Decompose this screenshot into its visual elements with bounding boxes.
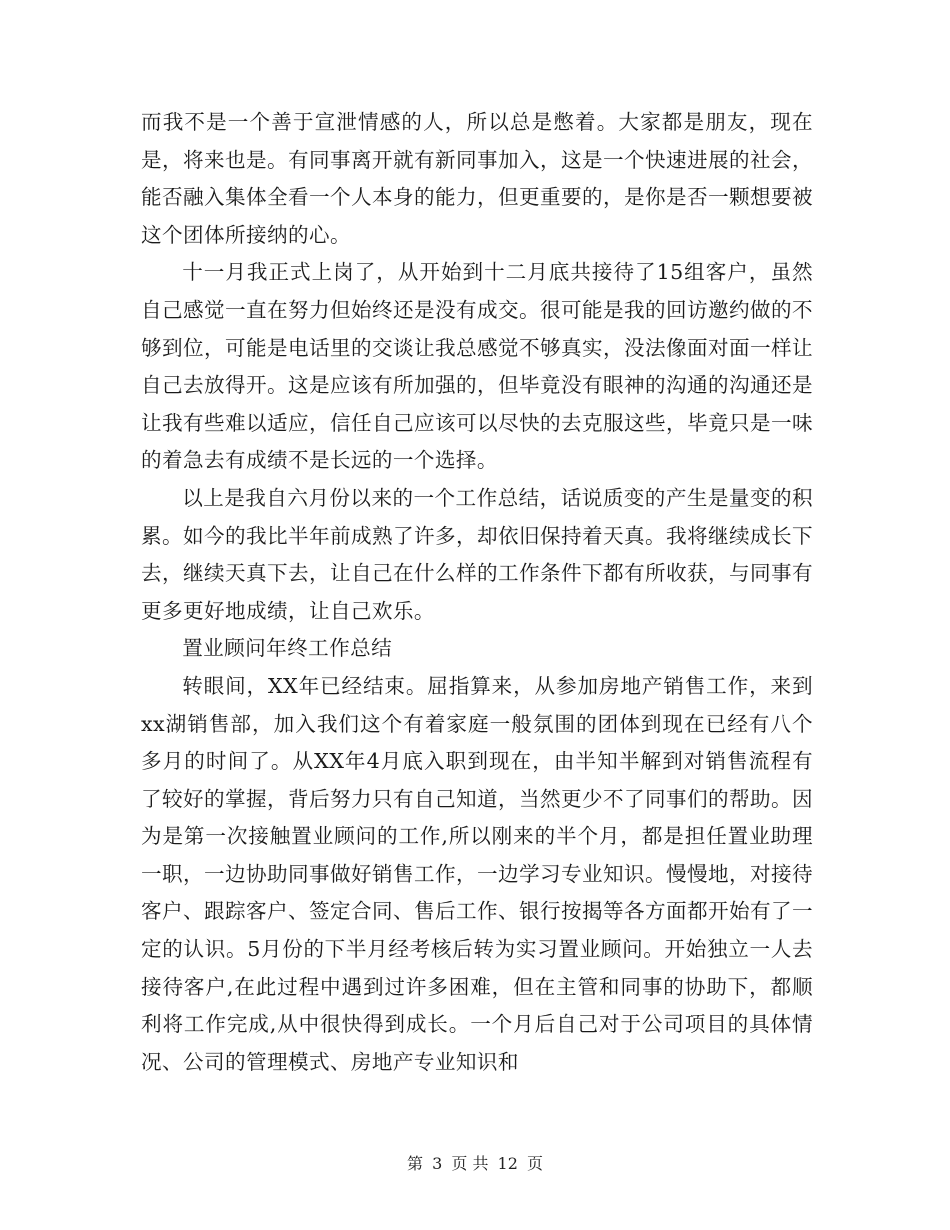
total-page-count: 12 [497,1154,518,1173]
page-footer [0,1152,950,1176]
footer-middle: 页 共 [451,1154,489,1173]
paragraph: 以上是我自六月份以来的一个工作总结，话说质变的产生是量变的积累。如今的我比半年前成熟了许多，却依旧保持着天真。我将继续成长下去，继续天真下去，让自己在什么样的工作条件下都有所收获，与同事有更多更好地成绩，让自己欢乐。 [141,485,813,623]
section-heading: 置业顾问年终工作总结 [182,636,393,661]
document-body [141,104,813,1081]
paragraph: 转眼间，XX年已经结束。屈指算来，从参加房地产销售工作，来到xx湖销售部，加入我们这个有着家庭一般氛围的团体到现在已经有八个多月的时间了。从XX年4月底入职到现在，由半知半解到对销售流程有了较好的掌握，背后努力只有自己知道，当然更少不了同事们的帮助。因为是第一次接触置业顾问的工作,所以刚来的半个月，都是担任置业助理一职，一边协助同事做好销售工作，一边学习专业知识。慢慢地，对接待客户、跟踪客户、签定合同、售后工作、银行按揭等各方面都开始有了一定的认识。5月份的下半月经考核后转为实习置业顾问。开始独立一人去接待客户,在此过程中遇到过许多困难，但在主管和同事的协助下，都顺利将工作完成,从中很快得到成长。一个月后自己对于公司项目的具体情况、公司的管理模式、房地产专业知识和 [141,673,813,1074]
footer-suffix: 页 [527,1154,544,1173]
footer-prefix: 第 [406,1154,423,1173]
paragraph: 而我不是一个善于宣泄情感的人，所以总是憋着。大家都是朋友，现在是，将来也是。有同事离开就有新同事加入，这是一个快速进展的社会，能否融入集体全看一个人本身的能力，但更重要的，是你是否一颗想要被这个团体所接纳的心。 [141,110,813,247]
current-page-number: 3 [432,1154,443,1173]
paragraph: 十一月我正式上岗了，从开始到十二月底共接待了15组客户，虽然自己感觉一直在努力但始终还是没有成交。很可能是我的回访邀约做的不够到位，可能是电话里的交谈让我总感觉不够真实，没法像面对面一样让自己去放得开。这是应该有所加强的，但毕竟没有眼神的沟通的沟通还是让我有些难以适应，信任自己应该可以尽快的去克服这些，毕竟只是一味的着急去有成绩不是长远的一个选择。 [141,260,813,473]
